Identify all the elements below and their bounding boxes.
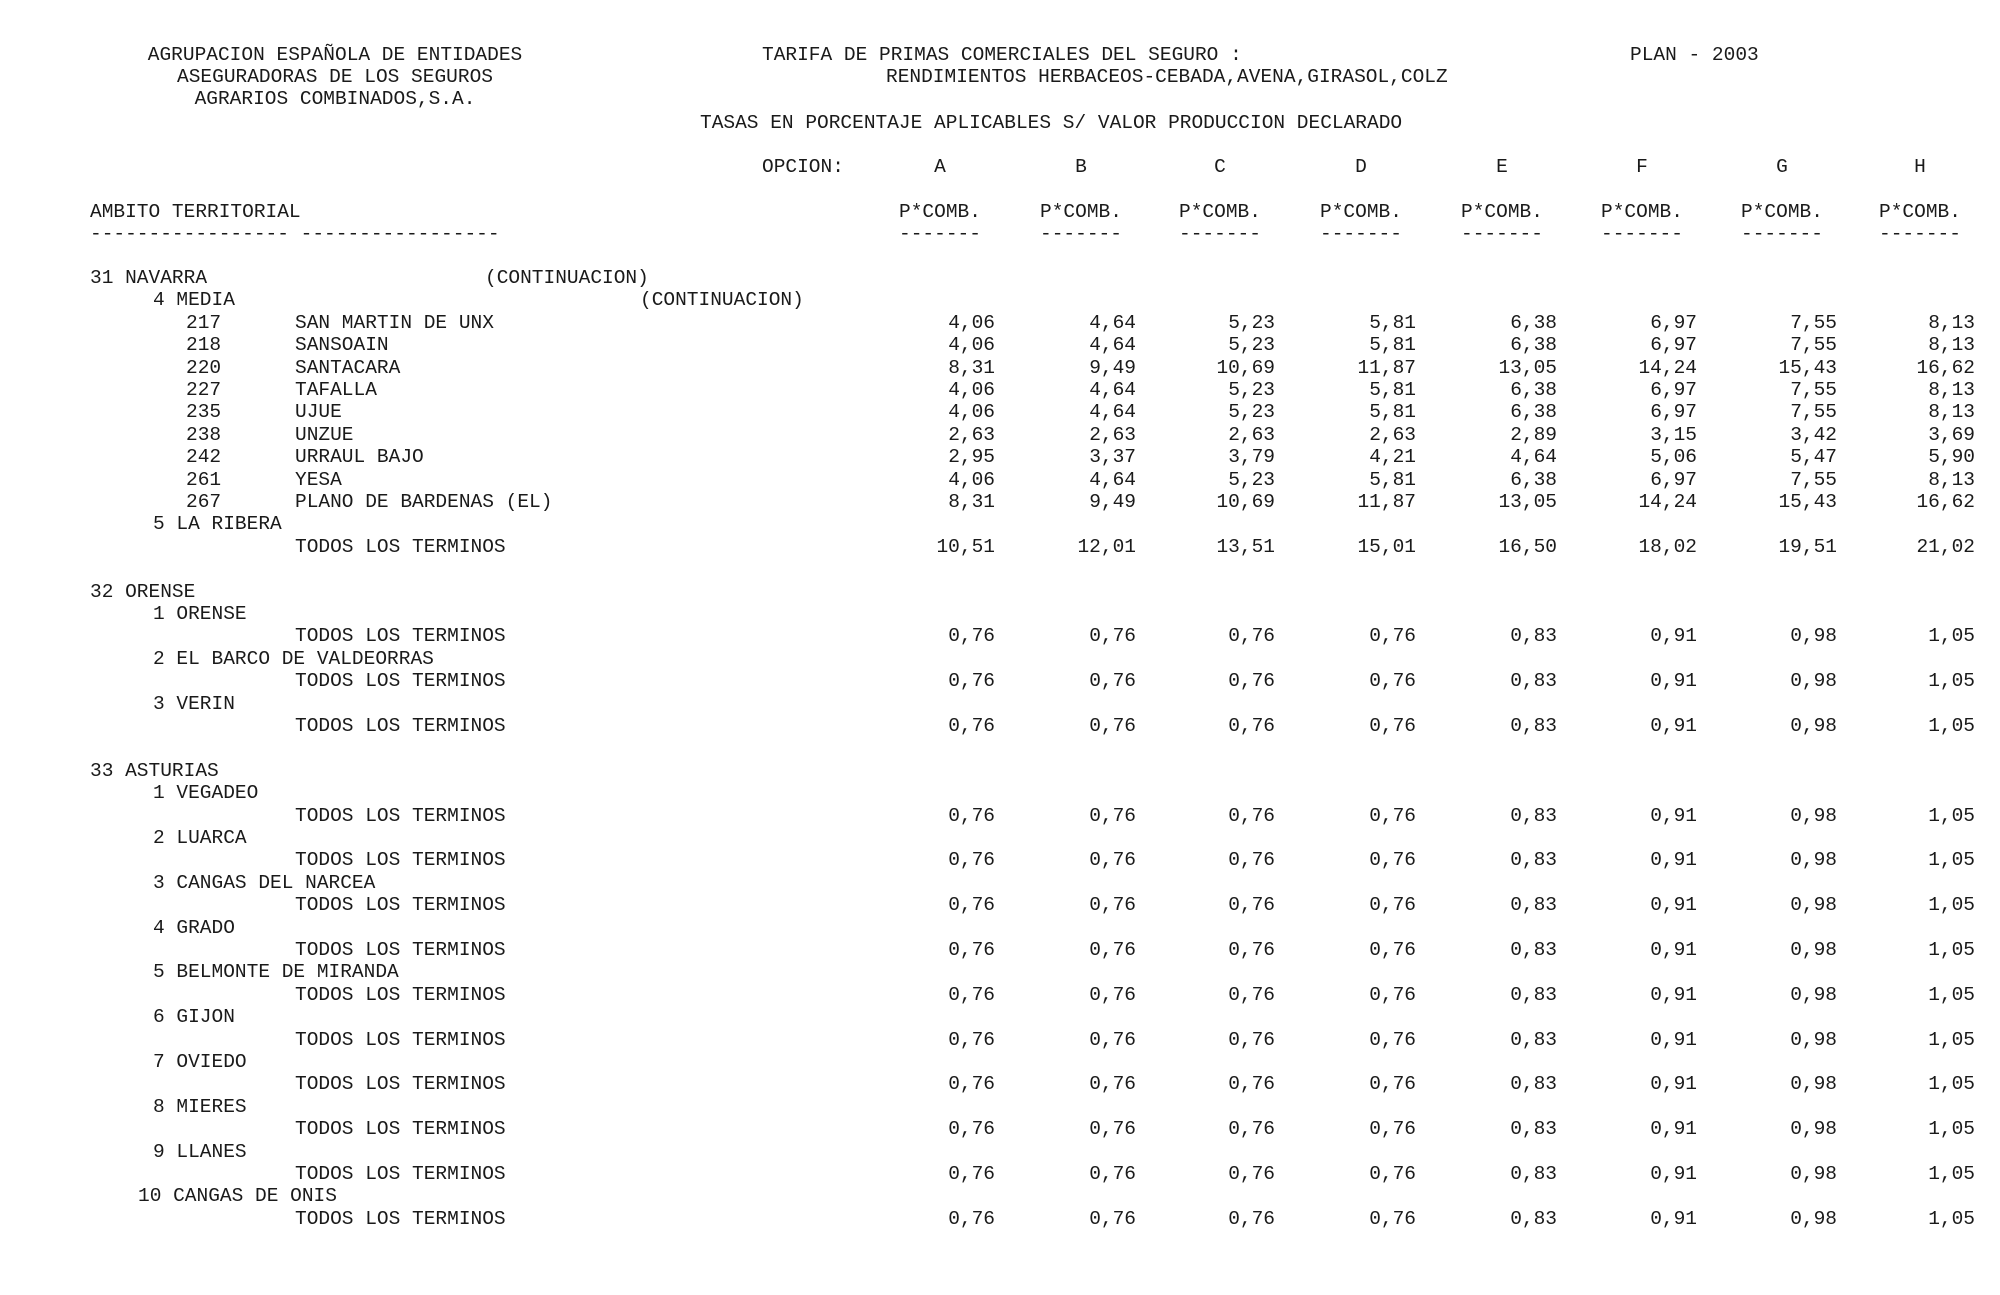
municipality-name: SANTACARA: [295, 357, 401, 379]
rate-cell-f: 6,97: [1650, 469, 1697, 491]
rate-cell-a: 8,31: [948, 491, 995, 513]
rate-cell-h: 1,05: [1928, 1163, 1975, 1185]
rate-cell-c: 0,76: [1228, 1073, 1275, 1095]
column-underline-h: -------: [1879, 223, 1961, 245]
rate-cell-c: 0,76: [1228, 894, 1275, 916]
rate-cell-e: 6,38: [1510, 312, 1557, 334]
rates-note: TASAS EN PORCENTAJE APLICABLES S/ VALOR PRODUCCION DECLARADO: [700, 112, 1403, 134]
rate-cell-c: 10,69: [1216, 357, 1275, 379]
rate-cell-e: 0,83: [1510, 670, 1557, 692]
rate-cell-h: 8,13: [1928, 469, 1975, 491]
rate-cell-c: 0,76: [1228, 849, 1275, 871]
continuation-note: (CONTINUACION): [640, 289, 804, 311]
rate-cell-d: 5,81: [1369, 312, 1416, 334]
municipality-code: 227: [186, 379, 222, 401]
comarca-heading: 3 VERIN: [153, 693, 235, 715]
rate-cell-c: 0,76: [1228, 1208, 1275, 1230]
rate-cell-a: 0,76: [948, 1118, 995, 1140]
rate-cell-f: 0,91: [1650, 1118, 1697, 1140]
rate-cell-a: 0,76: [948, 1029, 995, 1051]
comarca-heading: 2 LUARCA: [153, 827, 247, 849]
rate-cell-h: 8,13: [1928, 401, 1975, 423]
column-underline-d: -------: [1320, 223, 1402, 245]
rate-cell-f: 6,97: [1650, 401, 1697, 423]
municipality-name: SANSOAIN: [295, 334, 389, 356]
rate-cell-a: 4,06: [948, 379, 995, 401]
rate-cell-a: 4,06: [948, 469, 995, 491]
all-terms-label: TODOS LOS TERMINOS: [295, 670, 506, 692]
column-underline-c: -------: [1179, 223, 1261, 245]
municipality-name: PLANO DE BARDENAS (EL): [295, 491, 553, 513]
ambito-label: AMBITO TERRITORIAL: [90, 201, 301, 223]
option-letter-h: H: [1914, 156, 1926, 178]
all-terms-label: TODOS LOS TERMINOS: [295, 625, 506, 647]
rate-cell-f: 0,91: [1650, 1029, 1697, 1051]
rate-cell-h: 5,90: [1928, 446, 1975, 468]
rate-cell-b: 4,64: [1089, 379, 1136, 401]
rate-cell-g: 0,98: [1790, 1208, 1837, 1230]
column-header-c: P*COMB.: [1179, 201, 1261, 223]
rate-cell-b: 0,76: [1089, 984, 1136, 1006]
rate-cell-f: 0,91: [1650, 894, 1697, 916]
rate-cell-g: 15,43: [1778, 357, 1837, 379]
column-header-b: P*COMB.: [1040, 201, 1122, 223]
rate-cell-a: 0,76: [948, 849, 995, 871]
rate-cell-e: 0,83: [1510, 805, 1557, 827]
rate-cell-e: 13,05: [1498, 491, 1557, 513]
rate-cell-f: 0,91: [1650, 625, 1697, 647]
rate-cell-b: 0,76: [1089, 1163, 1136, 1185]
column-underline-f: -------: [1601, 223, 1683, 245]
rate-cell-c: 0,76: [1228, 984, 1275, 1006]
rate-cell-b: 0,76: [1089, 1208, 1136, 1230]
rate-cell-c: 0,76: [1228, 1163, 1275, 1185]
rate-cell-f: 3,15: [1650, 424, 1697, 446]
rate-cell-g: 0,98: [1790, 1163, 1837, 1185]
rate-cell-d: 0,76: [1369, 849, 1416, 871]
municipality-code: 235: [186, 401, 222, 423]
rate-cell-c: 5,23: [1228, 334, 1275, 356]
comarca-heading: 7 OVIEDO: [153, 1051, 247, 1073]
rate-cell-c: 0,76: [1228, 670, 1275, 692]
rate-cell-e: 0,83: [1510, 1073, 1557, 1095]
rate-cell-f: 0,91: [1650, 1208, 1697, 1230]
rate-cell-g: 0,98: [1790, 894, 1837, 916]
rate-cell-e: 0,83: [1510, 894, 1557, 916]
rate-cell-d: 0,76: [1369, 670, 1416, 692]
option-label: OPCION:: [762, 156, 844, 178]
rate-cell-e: 0,83: [1510, 1163, 1557, 1185]
rate-cell-h: 1,05: [1928, 625, 1975, 647]
column-header-d: P*COMB.: [1320, 201, 1402, 223]
comarca-heading: 3 CANGAS DEL NARCEA: [153, 872, 376, 894]
rate-cell-e: 16,50: [1498, 536, 1557, 558]
municipality-name: SAN MARTIN DE UNX: [295, 312, 494, 334]
rate-cell-g: 7,55: [1790, 312, 1837, 334]
rate-cell-b: 0,76: [1089, 1073, 1136, 1095]
rate-cell-f: 0,91: [1650, 670, 1697, 692]
rate-cell-f: 14,24: [1638, 357, 1697, 379]
rate-cell-f: 14,24: [1638, 491, 1697, 513]
rate-cell-c: 3,79: [1228, 446, 1275, 468]
municipality-code: 220: [186, 357, 222, 379]
column-underline-e: -------: [1461, 223, 1543, 245]
rate-cell-h: 1,05: [1928, 1029, 1975, 1051]
rate-cell-h: 16,62: [1916, 357, 1975, 379]
rate-cell-a: 2,95: [948, 446, 995, 468]
rate-cell-b: 0,76: [1089, 1118, 1136, 1140]
rate-cell-g: 7,55: [1790, 469, 1837, 491]
rate-cell-e: 6,38: [1510, 401, 1557, 423]
rate-cell-b: 0,76: [1089, 894, 1136, 916]
all-terms-label: TODOS LOS TERMINOS: [295, 1029, 506, 1051]
rate-cell-d: 0,76: [1369, 1208, 1416, 1230]
option-letter-e: E: [1496, 156, 1508, 178]
rate-cell-g: 0,98: [1790, 1029, 1837, 1051]
rate-cell-a: 0,76: [948, 894, 995, 916]
option-letter-g: G: [1776, 156, 1788, 178]
province-heading: 31 NAVARRA: [90, 267, 208, 289]
tariff-title: TARIFA DE PRIMAS COMERCIALES DEL SEGURO :: [762, 44, 1242, 66]
rate-cell-h: 1,05: [1928, 894, 1975, 916]
rate-cell-c: 5,23: [1228, 379, 1275, 401]
all-terms-label: TODOS LOS TERMINOS: [295, 894, 506, 916]
municipality-code: 261: [186, 469, 222, 491]
rate-cell-d: 0,76: [1369, 625, 1416, 647]
rate-cell-e: 0,83: [1510, 715, 1557, 737]
province-heading: 32 ORENSE: [90, 581, 196, 603]
rate-cell-h: 1,05: [1928, 1073, 1975, 1095]
rate-cell-d: 0,76: [1369, 894, 1416, 916]
comarca-heading: 4 GRADO: [153, 917, 235, 939]
all-terms-label: TODOS LOS TERMINOS: [295, 805, 506, 827]
municipality-code: 238: [186, 424, 222, 446]
rate-cell-a: 0,76: [948, 1073, 995, 1095]
continuation-note: (CONTINUACION): [485, 267, 649, 289]
column-underline-a: -------: [899, 223, 981, 245]
rate-cell-a: 2,63: [948, 424, 995, 446]
rate-cell-g: 0,98: [1790, 849, 1837, 871]
rate-cell-c: 13,51: [1216, 536, 1275, 558]
comarca-heading: 1 VEGADEO: [153, 782, 259, 804]
rate-cell-g: 0,98: [1790, 805, 1837, 827]
rate-cell-b: 0,76: [1089, 715, 1136, 737]
rate-cell-g: 19,51: [1778, 536, 1837, 558]
all-terms-label: TODOS LOS TERMINOS: [295, 1073, 506, 1095]
rate-cell-c: 0,76: [1228, 1029, 1275, 1051]
rate-cell-f: 6,97: [1650, 379, 1697, 401]
rate-cell-b: 2,63: [1089, 424, 1136, 446]
rate-cell-b: 0,76: [1089, 805, 1136, 827]
rate-cell-b: 4,64: [1089, 401, 1136, 423]
rate-cell-d: 11,87: [1357, 491, 1416, 513]
rate-cell-g: 0,98: [1790, 670, 1837, 692]
rate-cell-e: 6,38: [1510, 469, 1557, 491]
rate-cell-e: 6,38: [1510, 379, 1557, 401]
rate-cell-b: 0,76: [1089, 939, 1136, 961]
rate-cell-c: 0,76: [1228, 805, 1275, 827]
rate-cell-e: 0,83: [1510, 939, 1557, 961]
rate-cell-d: 5,81: [1369, 401, 1416, 423]
rate-cell-d: 0,76: [1369, 805, 1416, 827]
rate-cell-e: 0,83: [1510, 984, 1557, 1006]
rate-cell-c: 5,23: [1228, 469, 1275, 491]
comarca-heading: 1 ORENSE: [153, 603, 247, 625]
option-letter-d: D: [1355, 156, 1367, 178]
org-name-line-1: AGRUPACION ESPAÑOLA DE ENTIDADES: [147, 44, 523, 66]
rate-cell-g: 7,55: [1790, 379, 1837, 401]
rate-cell-d: 0,76: [1369, 1163, 1416, 1185]
rate-cell-f: 5,06: [1650, 446, 1697, 468]
rate-cell-g: 5,47: [1790, 446, 1837, 468]
all-terms-label: TODOS LOS TERMINOS: [295, 984, 506, 1006]
rate-cell-f: 0,91: [1650, 805, 1697, 827]
municipality-name: URRAUL BAJO: [295, 446, 424, 468]
comarca-heading: 10 CANGAS DE ONIS: [138, 1185, 337, 1207]
rate-cell-d: 15,01: [1357, 536, 1416, 558]
rate-cell-g: 0,98: [1790, 715, 1837, 737]
option-letter-a: A: [934, 156, 946, 178]
municipality-code: 267: [186, 491, 222, 513]
rate-cell-g: 7,55: [1790, 334, 1837, 356]
all-terms-label: TODOS LOS TERMINOS: [295, 1163, 506, 1185]
rate-cell-d: 0,76: [1369, 1073, 1416, 1095]
rate-cell-a: 0,76: [948, 984, 995, 1006]
comarca-heading: 5 LA RIBERA: [153, 513, 282, 535]
rate-cell-f: 0,91: [1650, 1163, 1697, 1185]
rate-cell-g: 15,43: [1778, 491, 1837, 513]
rate-cell-f: 6,97: [1650, 312, 1697, 334]
tariff-subtitle: RENDIMIENTOS HERBACEOS-CEBADA,AVENA,GIRASOL,COLZ: [886, 66, 1448, 88]
all-terms-label: TODOS LOS TERMINOS: [295, 939, 506, 961]
rate-cell-h: 1,05: [1928, 1118, 1975, 1140]
rate-cell-c: 0,76: [1228, 1118, 1275, 1140]
municipality-name: TAFALLA: [295, 379, 377, 401]
rate-cell-e: 0,83: [1510, 1118, 1557, 1140]
rate-cell-f: 0,91: [1650, 715, 1697, 737]
rate-cell-a: 0,76: [948, 1208, 995, 1230]
rate-cell-e: 6,38: [1510, 334, 1557, 356]
rate-cell-e: 0,83: [1510, 849, 1557, 871]
rate-cell-a: 0,76: [948, 625, 995, 647]
rate-cell-b: 0,76: [1089, 1029, 1136, 1051]
rate-cell-h: 1,05: [1928, 670, 1975, 692]
rate-cell-d: 0,76: [1369, 939, 1416, 961]
rate-cell-a: 0,76: [948, 805, 995, 827]
rate-cell-g: 0,98: [1790, 984, 1837, 1006]
municipality-code: 242: [186, 446, 222, 468]
rate-cell-e: 13,05: [1498, 357, 1557, 379]
rate-cell-b: 4,64: [1089, 469, 1136, 491]
rate-cell-b: 0,76: [1089, 849, 1136, 871]
rate-cell-b: 3,37: [1089, 446, 1136, 468]
rate-cell-h: 3,69: [1928, 424, 1975, 446]
rate-cell-h: 1,05: [1928, 805, 1975, 827]
option-letter-b: B: [1075, 156, 1087, 178]
rate-cell-b: 9,49: [1089, 357, 1136, 379]
rate-cell-f: 18,02: [1638, 536, 1697, 558]
rate-cell-c: 0,76: [1228, 625, 1275, 647]
column-header-h: P*COMB.: [1879, 201, 1961, 223]
rate-cell-d: 2,63: [1369, 424, 1416, 446]
rate-cell-d: 5,81: [1369, 334, 1416, 356]
municipality-name: UNZUE: [295, 424, 354, 446]
comarca-heading: 4 MEDIA: [153, 289, 235, 311]
rate-cell-f: 0,91: [1650, 939, 1697, 961]
org-name-line-3: AGRARIOS COMBINADOS,S.A.: [194, 88, 476, 110]
all-terms-label: TODOS LOS TERMINOS: [295, 715, 506, 737]
rate-cell-a: 0,76: [948, 939, 995, 961]
province-heading: 33 ASTURIAS: [90, 760, 219, 782]
column-header-e: P*COMB.: [1461, 201, 1543, 223]
rate-cell-d: 4,21: [1369, 446, 1416, 468]
all-terms-label: TODOS LOS TERMINOS: [295, 1208, 506, 1230]
rate-cell-h: 1,05: [1928, 715, 1975, 737]
rate-cell-e: 2,89: [1510, 424, 1557, 446]
rate-cell-b: 0,76: [1089, 670, 1136, 692]
rate-cell-a: 0,76: [948, 1163, 995, 1185]
column-header-g: P*COMB.: [1741, 201, 1823, 223]
municipality-code: 217: [186, 312, 222, 334]
rate-cell-a: 4,06: [948, 312, 995, 334]
municipality-name: YESA: [295, 469, 342, 491]
rate-cell-e: 0,83: [1510, 1029, 1557, 1051]
ambito-underline: ----------------- -----------------: [90, 223, 500, 245]
rate-cell-b: 12,01: [1077, 536, 1136, 558]
rate-cell-g: 0,98: [1790, 1118, 1837, 1140]
org-name-line-2: ASEGURADORAS DE LOS SEGUROS: [177, 66, 493, 88]
rate-cell-c: 5,23: [1228, 312, 1275, 334]
rate-cell-h: 8,13: [1928, 312, 1975, 334]
comarca-heading: 9 LLANES: [153, 1141, 247, 1163]
rate-cell-h: 1,05: [1928, 849, 1975, 871]
rate-cell-d: 0,76: [1369, 1029, 1416, 1051]
rate-cell-d: 5,81: [1369, 379, 1416, 401]
rate-cell-a: 0,76: [948, 715, 995, 737]
rate-cell-c: 10,69: [1216, 491, 1275, 513]
municipality-code: 218: [186, 334, 222, 356]
all-terms-label: TODOS LOS TERMINOS: [295, 536, 506, 558]
rate-cell-a: 8,31: [948, 357, 995, 379]
rate-cell-d: 5,81: [1369, 469, 1416, 491]
column-underline-g: -------: [1741, 223, 1823, 245]
rate-cell-h: 1,05: [1928, 984, 1975, 1006]
rate-cell-a: 0,76: [948, 670, 995, 692]
rate-cell-h: 16,62: [1916, 491, 1975, 513]
rate-cell-d: 0,76: [1369, 1118, 1416, 1140]
rate-cell-f: 6,97: [1650, 334, 1697, 356]
column-header-f: P*COMB.: [1601, 201, 1683, 223]
plan-label: PLAN - 2003: [1630, 44, 1759, 66]
all-terms-label: TODOS LOS TERMINOS: [295, 849, 506, 871]
option-letter-c: C: [1214, 156, 1226, 178]
rate-cell-e: 0,83: [1510, 625, 1557, 647]
rate-cell-h: 21,02: [1916, 536, 1975, 558]
comarca-heading: 8 MIERES: [153, 1096, 247, 1118]
rate-cell-d: 0,76: [1369, 715, 1416, 737]
rate-cell-h: 8,13: [1928, 379, 1975, 401]
rate-cell-g: 3,42: [1790, 424, 1837, 446]
rate-cell-a: 4,06: [948, 401, 995, 423]
rate-cell-b: 4,64: [1089, 334, 1136, 356]
rate-cell-c: 2,63: [1228, 424, 1275, 446]
rate-cell-c: 0,76: [1228, 715, 1275, 737]
rate-cell-f: 0,91: [1650, 1073, 1697, 1095]
rate-cell-f: 0,91: [1650, 984, 1697, 1006]
municipality-name: UJUE: [295, 401, 342, 423]
rate-cell-e: 0,83: [1510, 1208, 1557, 1230]
column-underline-b: -------: [1040, 223, 1122, 245]
rate-cell-g: 0,98: [1790, 625, 1837, 647]
rate-cell-g: 0,98: [1790, 939, 1837, 961]
rate-cell-d: 11,87: [1357, 357, 1416, 379]
comarca-heading: 5 BELMONTE DE MIRANDA: [153, 961, 399, 983]
comarca-heading: 6 GIJON: [153, 1006, 235, 1028]
rate-cell-g: 0,98: [1790, 1073, 1837, 1095]
rate-cell-c: 0,76: [1228, 939, 1275, 961]
rate-cell-g: 7,55: [1790, 401, 1837, 423]
rate-cell-f: 0,91: [1650, 849, 1697, 871]
rate-cell-h: 8,13: [1928, 334, 1975, 356]
rate-cell-h: 1,05: [1928, 939, 1975, 961]
rate-cell-e: 4,64: [1510, 446, 1557, 468]
rate-cell-a: 10,51: [936, 536, 995, 558]
all-terms-label: TODOS LOS TERMINOS: [295, 1118, 506, 1140]
rate-cell-d: 0,76: [1369, 984, 1416, 1006]
rate-cell-a: 4,06: [948, 334, 995, 356]
comarca-heading: 2 EL BARCO DE VALDEORRAS: [153, 648, 434, 670]
rate-cell-c: 5,23: [1228, 401, 1275, 423]
column-header-a: P*COMB.: [899, 201, 981, 223]
rate-cell-b: 9,49: [1089, 491, 1136, 513]
rate-cell-b: 0,76: [1089, 625, 1136, 647]
option-letter-f: F: [1636, 156, 1648, 178]
rate-cell-b: 4,64: [1089, 312, 1136, 334]
rate-cell-h: 1,05: [1928, 1208, 1975, 1230]
